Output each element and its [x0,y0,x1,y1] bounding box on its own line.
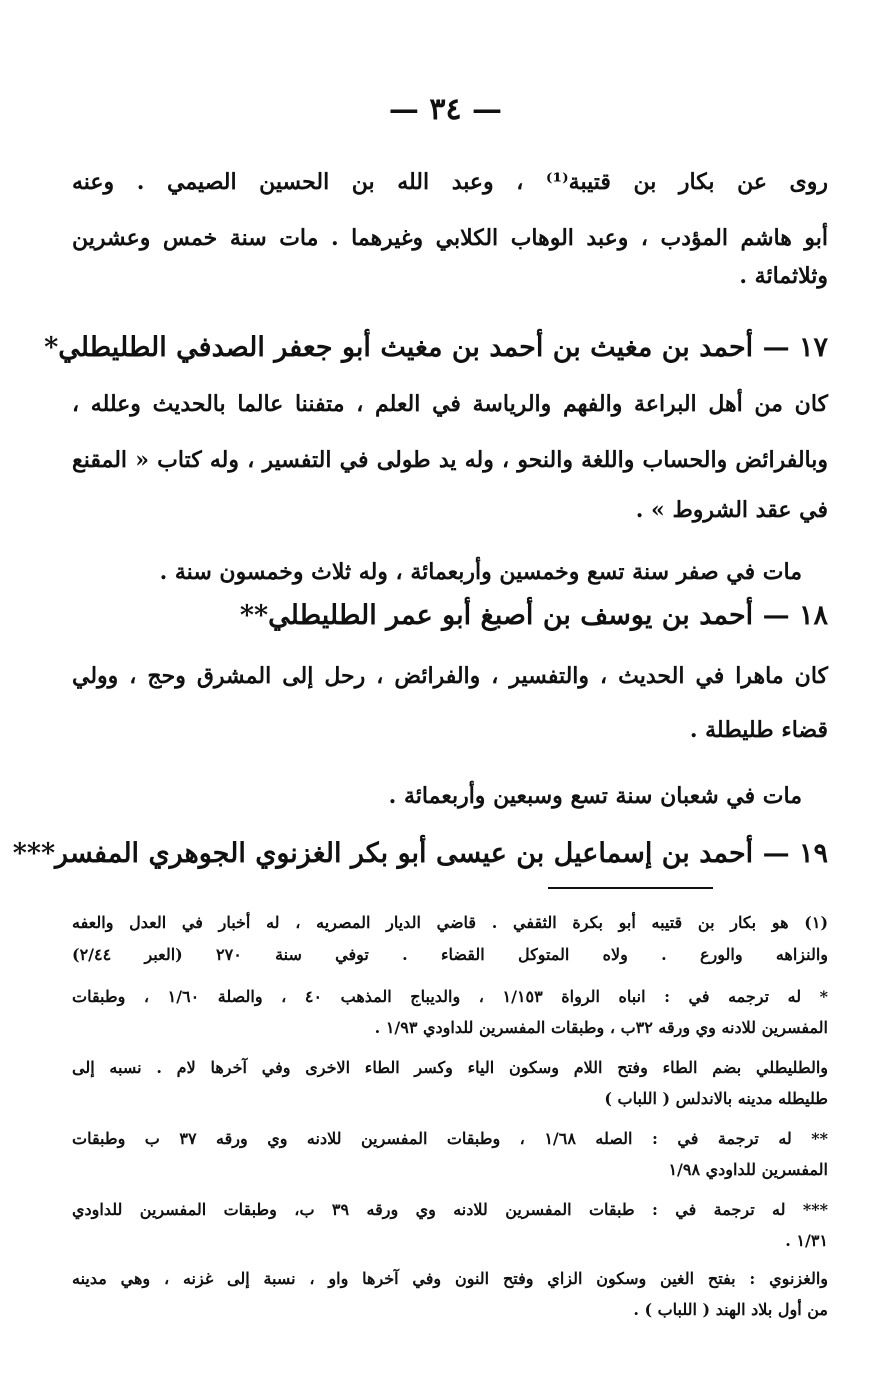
footnote-line: ١/٣١ . [785,1231,828,1250]
text-line: مات في صفر سنة تسع وخمسين وأربعمائة ، وله ثلاث وخمسون سنة . [159,559,802,585]
footnote-line: * له ترجمه في : انباه الرواة ١/١٥٣ ، والديباج المذهب ٤٠ ، والصلة ١/٦٠ ، وطبقات [72,987,829,1006]
footnote-line: من أول بلاد الهند ( اللباب ) . [633,1300,828,1319]
entry-heading-18: ١٨ — أحمد بن يوسف بن أصبغ أبو عمر الطليطلي** [239,600,828,631]
footnote-line: طليطله مدينه بالاندلس ( اللباب ) [604,1089,828,1108]
page-number: — ٣٤ — [388,92,503,127]
footnote-line: والطليطلي بضم الطاء وفتح اللام وسكون الياء وكسر الطاء الاخرى وفي آخرها لام . نسبه إلى [72,1058,828,1077]
entry-heading-17: ١٧ — أحمد بن مغيث بن أحمد بن مغيث أبو جعفر الصدفي الطليطلي* [44,332,828,363]
text-line: روى عن بكار بن قتيبة⁽¹⁾ ، وعبد الله بن الحسين الصيمي . وعنه [72,169,828,195]
text-line: قضاء طليطلة . [689,717,828,743]
text-line: وثلاثمائة . [739,263,828,289]
text-line: وبالفرائض والحساب واللغة والنحو ، وله يد طولى في التفسير ، وله كتاب « المقنع [72,447,828,473]
entry-heading-19: ١٩ — أحمد بن إسماعيل بن عيسى أبو بكر الغزنوي الجوهري المفسر*** [12,838,828,869]
footnote-line: *** له ترجمة في : طبقات المفسرين للادنه وي ورقه ٣٩ ب، وطبقات المفسرين للداودي [72,1200,828,1219]
text-line: أبو هاشم المؤدب ، وعبد الوهاب الكلابي وغيرهما . مات سنة خمس وعشرين [72,225,828,251]
text-line: في عقد الشروط » . [635,497,828,523]
footnote-line: والغزنوي : بفتح الغين وسكون الزاي وفتح النون وفي آخرها واو ، نسبة إلى غزنه ، وهي مدينه [72,1269,828,1288]
footnote-line: والنزاهه والورع . ولاه المتوكل القضاء . توفي سنة ٢٧٠ (العبر ٢/٤٤) [72,945,829,964]
footnote-line: ** له ترجمة في : الصله ١/٦٨ ، وطبقات المفسرين للادنه وي ورقه ٣٧ ب وطبقات [72,1129,828,1148]
footnote-divider [548,887,713,889]
text-line: مات في شعبان سنة تسع وسبعين وأربعمائة . [388,783,802,809]
footnote-line: المفسرين للادنه وي ورقه ٣٢ب ، وطبقات المفسرين للداودي ١/٩٣ . [374,1018,828,1037]
text-line: كان ماهرا في الحديث ، والتفسير ، والفرائض ، رحل إلى المشرق وحج ، وولي [72,663,828,689]
footnote-line: المفسرين للداودي ١/٩٨ [668,1160,828,1179]
text-line: كان من أهل البراعة والفهم والرياسة في العلم ، متفننا عالما بالحديث وعلله ، [72,391,828,417]
footnote-line: (١) هو بكار بن قتيبه أبو بكرة الثقفي . قاضي الديار المصريه ، له أخبار في العدل والعفه [72,913,829,932]
